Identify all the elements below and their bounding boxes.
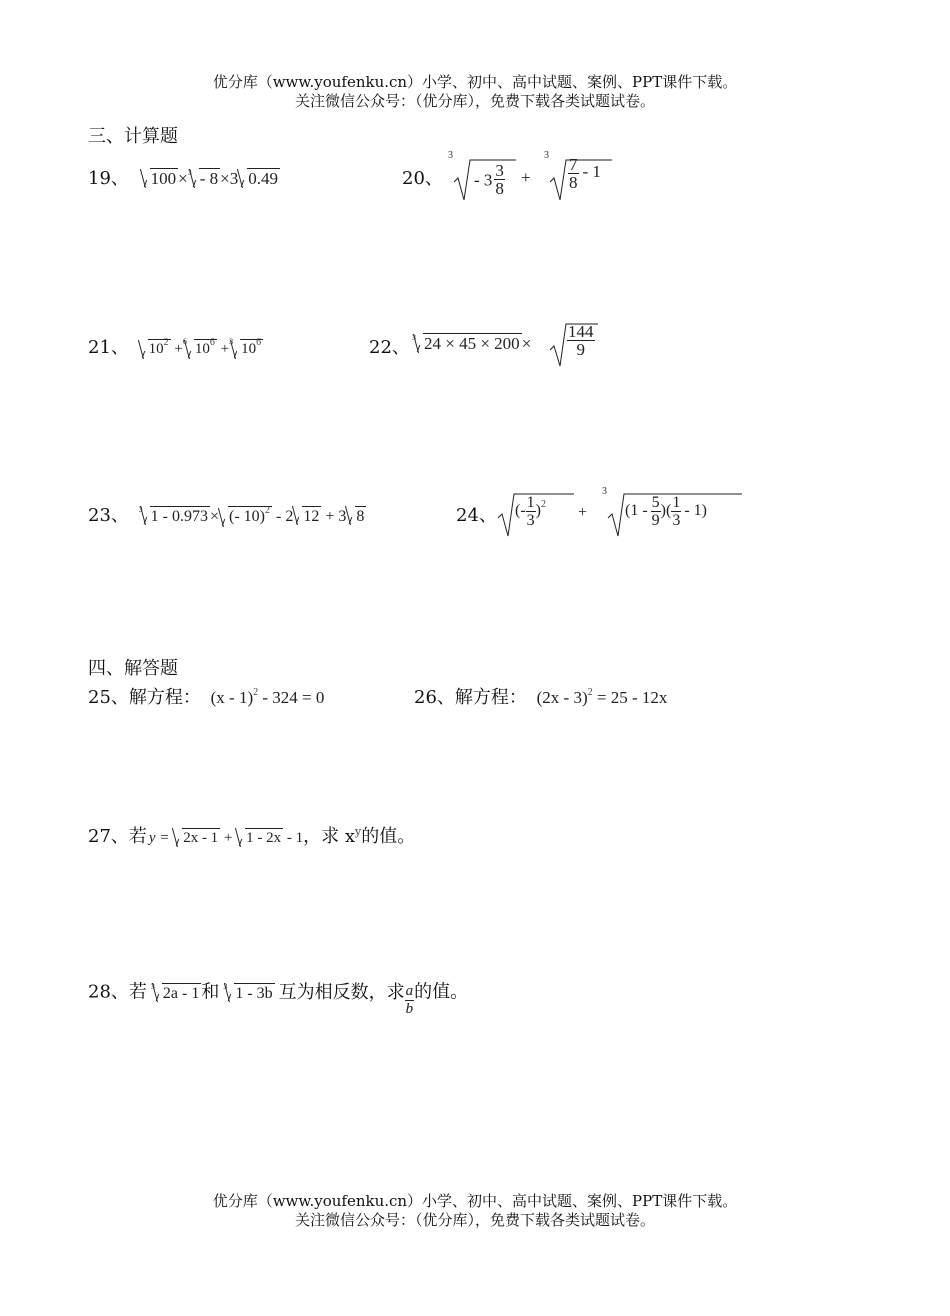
footer-line-2: 关注微信公众号：（优分库），免费下载各类试题试卷。 — [294, 1211, 655, 1229]
lhs: (2x - 3) — [536, 688, 588, 707]
question-25 — [88, 683, 324, 709]
q19-expression — [141, 169, 280, 188]
sqrt-symbol — [139, 339, 171, 360]
question-label: 23、 — [88, 505, 129, 526]
header-line-1: 优分库（www.youfenku.cn）小学、初中、高中试题、案例、PPT课件下载。 — [212, 73, 738, 91]
question-label: 26、解方程： — [414, 687, 527, 708]
y-equals: y = — [148, 830, 170, 846]
fraction-denominator: 9 — [576, 340, 585, 359]
fraction-denominator: 8 — [569, 173, 578, 192]
sqrt-symbol — [141, 168, 179, 189]
question-24-expression — [498, 486, 748, 542]
question-label: 27、若 — [88, 826, 147, 847]
exponent-y: y — [355, 825, 362, 838]
exponent: 6 — [256, 337, 262, 348]
sqrt-symbol — [219, 506, 272, 528]
radicand: (- 10) — [229, 508, 265, 525]
times-sign: × — [220, 169, 230, 188]
q25-equation — [211, 688, 325, 707]
radicand: 24 × 45 × 200 — [424, 334, 520, 353]
radicand: 2x - 1 — [183, 830, 219, 846]
factor-separator: )( — [660, 502, 672, 520]
fraction-denominator: 8 — [495, 179, 504, 198]
base: 10 — [194, 341, 210, 357]
question-end: 的值。 — [361, 826, 416, 847]
cube-root-symbol — [231, 339, 263, 360]
lhs: (x - 1) — [210, 688, 254, 707]
q23-expression — [138, 505, 367, 525]
base: 10 — [241, 341, 257, 357]
radicand: 100 — [150, 169, 177, 188]
question-label: 28、若 — [88, 981, 147, 1003]
root-index: 3 — [544, 150, 549, 161]
cube-root-symbol — [225, 983, 274, 1003]
section-title-calculation: 三、计算题 — [88, 126, 178, 147]
radicand: 0.49 — [248, 169, 278, 188]
question-27 — [88, 822, 415, 848]
question-24-label: 24、 — [456, 505, 497, 526]
root-index: 3 — [223, 981, 228, 991]
minus-two: - 2 — [275, 508, 294, 525]
plus-sign: + — [174, 341, 183, 357]
sqrt-symbol — [236, 828, 283, 848]
fraction-numerator: a — [405, 983, 414, 999]
q20-term2 — [568, 156, 601, 191]
radicand: 2a - 1 — [162, 984, 200, 1002]
footer-line-1: 优分库（www.youfenku.cn）小学、初中、高中试题、案例、PPT课件下载。 — [212, 1192, 738, 1210]
rhs: - 324 = 0 — [262, 688, 325, 707]
base: 10 — [148, 341, 164, 357]
minus-one: - 1 — [582, 162, 601, 182]
radicand: 1 - 2x — [246, 830, 282, 846]
plus-sign: + — [223, 830, 233, 846]
radicand: 1 - 3b — [235, 984, 273, 1002]
radicand: 1 - 0.973 — [150, 508, 208, 525]
q21-expression — [139, 337, 263, 357]
section-title-solve: 四、解答题 — [88, 658, 178, 679]
exponent: 6 — [209, 337, 215, 348]
sqrt-symbol — [238, 168, 280, 189]
close-paren: ) — [535, 502, 541, 520]
plus-sign: + — [521, 168, 531, 187]
open-paren: (- — [515, 502, 526, 520]
sqrt-symbol — [346, 506, 366, 526]
fraction-denominator: 3 — [526, 512, 535, 529]
rhs: = 25 - 12x — [596, 688, 668, 707]
times-sign: × — [209, 508, 219, 525]
cube-root-symbol — [138, 505, 210, 526]
plus-sign: + — [578, 504, 588, 521]
root-index: 3 — [229, 337, 234, 346]
question-label: 19、 — [88, 168, 129, 189]
question-21 — [88, 333, 263, 360]
conjunction-and: 和 — [201, 981, 220, 1003]
times-sign: × — [521, 334, 532, 353]
question-label: 21、 — [88, 337, 129, 358]
fraction-numerator: 3 — [495, 161, 504, 180]
cube-root-symbol — [414, 333, 522, 354]
minus-one: - 1 — [286, 830, 304, 846]
question-19 — [88, 164, 280, 190]
question-end: 的值。 — [414, 981, 469, 1003]
root-index: 3 — [448, 150, 453, 161]
exponent: 2 — [253, 687, 259, 698]
sqrt-symbol — [293, 506, 321, 526]
question-mid: 互为相反数，求 — [278, 981, 405, 1003]
sixth-root-symbol — [182, 337, 217, 360]
fraction-numerator: 5 — [651, 494, 660, 511]
q26-equation — [537, 688, 668, 707]
fraction-denominator: 3 — [672, 512, 681, 529]
root-index: 3 — [187, 168, 192, 177]
question-23 — [88, 501, 366, 528]
mixed-number-whole: - 3 — [474, 170, 493, 190]
factor-open: (1 - — [625, 502, 648, 520]
fraction-denominator: b — [405, 1001, 414, 1017]
cube-root-symbol — [150, 981, 201, 1003]
root-index: 3 — [412, 333, 416, 342]
root-index: 3 — [602, 486, 607, 497]
factor-close: - 1) — [684, 502, 707, 520]
exponent: 2 — [540, 499, 546, 511]
fraction-denominator: 9 — [651, 512, 660, 529]
fraction-numerator: 7 — [569, 155, 578, 174]
fraction-a-over-b — [405, 983, 415, 1018]
question-22-expression — [412, 320, 612, 370]
fraction-numerator: 1 — [526, 494, 535, 511]
exponent: 2 — [163, 337, 169, 348]
radicand: 12 — [303, 508, 320, 525]
question-ask: ，求 x — [303, 826, 356, 847]
header-line-2: 关注微信公众号：（优分库），免费下载各类试题试卷。 — [294, 92, 655, 110]
question-28 — [88, 975, 469, 1017]
fraction-numerator: 1 — [672, 494, 681, 511]
q20-term1 — [474, 161, 505, 199]
cube-root-symbol — [187, 168, 220, 189]
q27-expression — [149, 830, 303, 846]
root-index: 3 — [150, 981, 155, 991]
question-20-label: 20、 — [402, 168, 443, 189]
question-26 — [414, 683, 667, 709]
plus-sign: + — [220, 341, 230, 357]
coefficient: 3 — [229, 169, 239, 188]
question-22-label: 22、 — [369, 337, 410, 358]
root-index: 3 — [138, 505, 143, 514]
exponent: 2 — [587, 687, 593, 698]
radicand: 8 — [356, 508, 365, 525]
question-20-expression — [446, 150, 626, 206]
sqrt-symbol — [173, 828, 220, 848]
plus-three: + 3 — [325, 508, 347, 525]
fraction-numerator: 144 — [568, 322, 594, 341]
root-index: 6 — [182, 337, 187, 346]
exponent: 2 — [264, 505, 270, 516]
times-sign: × — [178, 169, 188, 188]
radicand: - 8 — [199, 169, 219, 188]
question-label: 25、解方程： — [88, 687, 201, 708]
